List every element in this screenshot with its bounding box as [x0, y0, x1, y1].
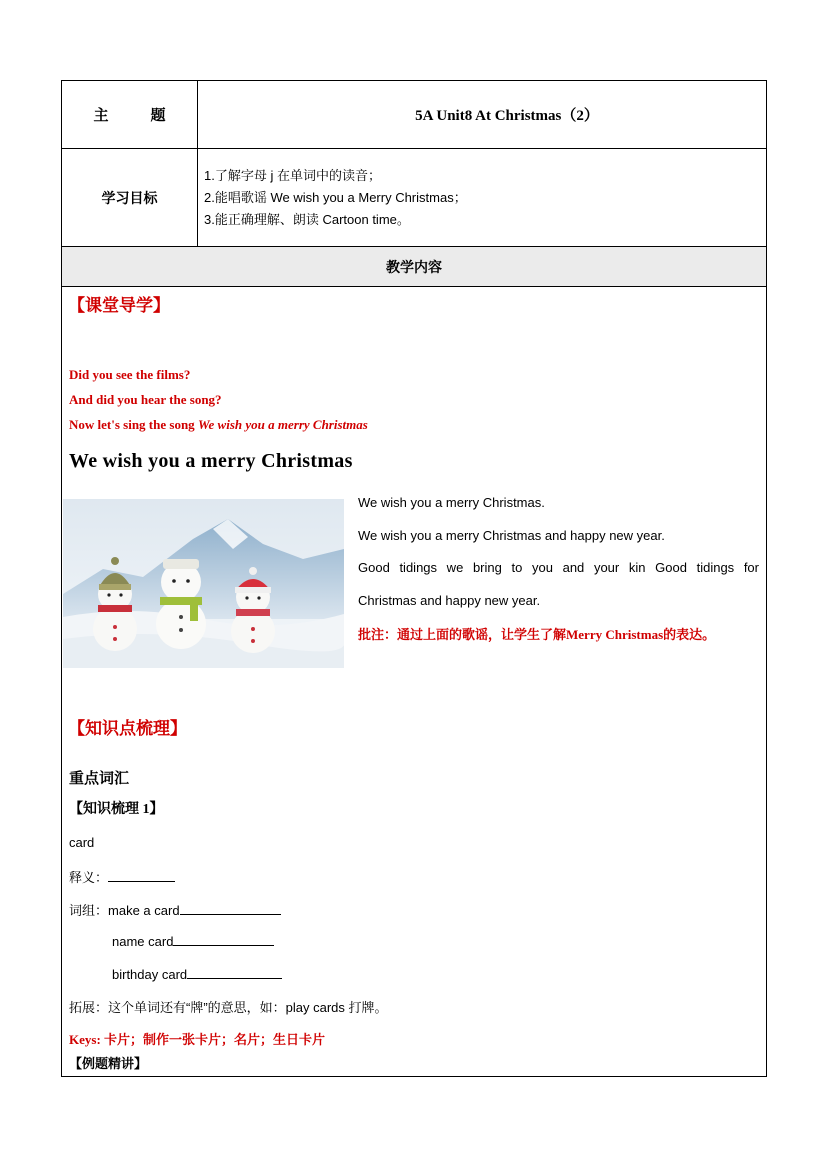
- guide-heading: 【课堂导学】: [68, 296, 170, 316]
- goal-item: 1.了解字母 j 在单词中的读音；: [204, 167, 381, 183]
- vocab-title: 重点词汇: [69, 770, 130, 787]
- goals-list: [198, 149, 766, 246]
- teacher-note: 批注：通过上面的歌谣，让学生了解Merry Christmas的表达。: [358, 627, 716, 642]
- content-body: [62, 287, 766, 1076]
- content-header: 教学内容: [62, 247, 766, 287]
- knowledge-point-1: 【知识梳理 1】: [69, 802, 164, 817]
- phrase-line: 词组：make a card: [69, 900, 281, 919]
- phrase-blank: [180, 901, 281, 915]
- phrase-blank: [187, 965, 282, 979]
- phrase-line: name card: [112, 932, 274, 949]
- phrase-line: birthday card: [112, 965, 282, 982]
- lesson-table: [61, 80, 767, 1077]
- knowledge-heading: 【知识点梳理】: [68, 719, 187, 739]
- phrase-blank: [173, 932, 274, 946]
- extension-line: 拓展：这个单词还有“牌”的意思，如：play cards 打牌。: [69, 1000, 388, 1015]
- goal-item: 2.能唱歌谣 We wish you a Merry Christmas；: [204, 189, 467, 205]
- song-title: We wish you a merry Christmas: [69, 450, 353, 472]
- topic-row: [62, 81, 766, 149]
- meaning-blank: [108, 868, 175, 882]
- goals-row: [62, 149, 766, 247]
- question-3: Now let's sing the song We wish you a merry Christmas: [69, 417, 368, 432]
- lyric-line: Christmas and happy new year.: [358, 593, 541, 608]
- question-2: And did you hear the song?: [69, 392, 222, 407]
- keys-line: Keys: 卡片；制作一张卡片；名片；生日卡片: [69, 1032, 326, 1047]
- topic-label: 主 题: [62, 81, 198, 148]
- lyric-line: Good tidings we bring to you and your kin Good tidings for: [358, 560, 759, 575]
- question-1: Did you see the films?: [69, 367, 191, 382]
- vocab-word: card: [69, 835, 95, 850]
- example-heading: 【例题精讲】: [69, 1056, 148, 1071]
- lyric-line: We wish you a merry Christmas and happy new year.: [358, 528, 665, 543]
- snowmen-image: [63, 499, 344, 668]
- meaning-line: 释义：: [69, 867, 175, 886]
- topic-value: 5A Unit8 At Christmas（2）: [415, 108, 599, 124]
- goal-item: 3.能正确理解、朗读 Cartoon time。: [204, 211, 410, 227]
- lyric-line: We wish you a merry Christmas.: [358, 495, 545, 510]
- goals-label: 学习目标: [62, 149, 198, 246]
